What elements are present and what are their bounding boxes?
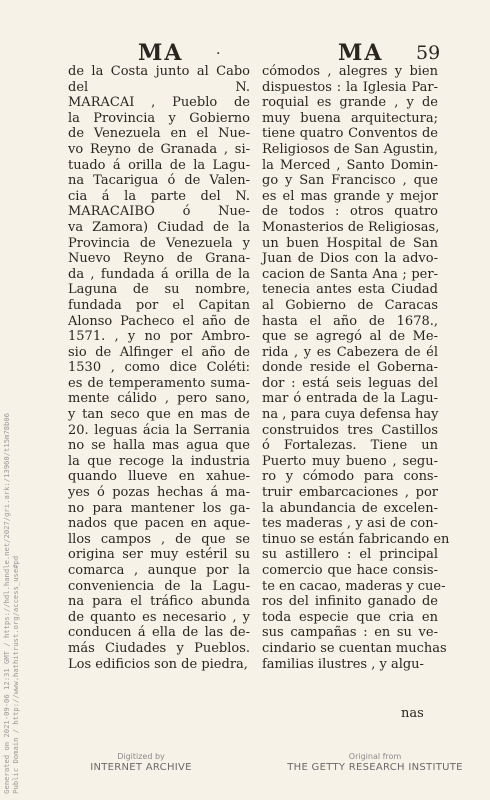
text-line: da , fundada á orilla de la [68, 266, 250, 282]
text-line: mar ó entrada de la Lagu- [262, 391, 438, 407]
text-line: familias ilustres , y algu- [262, 656, 424, 672]
header-dot: · [216, 46, 221, 62]
text-line: la Merced , Santo Domin- [262, 157, 438, 173]
text-line: la abundancia de excelen- [262, 500, 438, 516]
text-line: conducen á ella de las de- [68, 625, 250, 641]
original-from-label: Original from [348, 752, 402, 761]
original-from-block [280, 752, 470, 774]
text-line: toda especie que cria en [262, 609, 438, 625]
text-line: rida , y es Cabezera de él [262, 344, 438, 360]
text-line: Juan de Dios con la advo- [262, 251, 438, 267]
text-line: comarca , aunque por la [68, 563, 250, 578]
text-line: Laguna de su nombre, [68, 282, 250, 298]
catchword: nas [401, 706, 424, 721]
text-line: na para el tráfico abunda [68, 594, 250, 610]
text-line: 1530 , como dice Coléti: [68, 360, 250, 376]
text-line: llos campos , de que se [68, 531, 250, 547]
text-line: tinuo se están fabricando en [262, 531, 450, 547]
text-line: construidos tres Castillos [262, 422, 438, 438]
original-source-name: THE GETTY RESEARCH INSTITUTE [287, 762, 463, 773]
text-line: sus campañas : en su ve- [262, 625, 438, 641]
text-line: del N. [68, 79, 250, 95]
text-line: de quanto es necesario , y [68, 609, 250, 625]
text-line: tes maderas , y asi de con- [262, 516, 438, 532]
text-line: fundada por el Capitan [68, 297, 250, 313]
right-text-column [262, 64, 450, 672]
text-line: na Tacarigua ó de Valen- [68, 173, 250, 189]
header-right-word: MA [338, 40, 384, 66]
text-line: conveniencia de la Lagu- [68, 578, 250, 594]
text-line: sio de Alfinger el año de [68, 344, 250, 360]
text-line: 1571. , y no por Ambro- [68, 329, 250, 345]
text-line: cacion de Santa Ana ; per- [262, 266, 438, 282]
text-line: de Venezuela en el Nue- [68, 126, 250, 142]
digitizer-name: INTERNET ARCHIVE [90, 762, 192, 773]
text-line: mente cálido , pero sano, [68, 391, 250, 407]
text-line: te en cacao, maderas y cue- [262, 578, 446, 594]
text-line: la Provincia y Gobierno [68, 110, 250, 126]
text-line: hasta el año de 1678., [262, 313, 438, 329]
access-note-line: Generated on 2021-09-06 12:31 GMT / https://hdl.handle.net/2027/gri.ark:/13960/t15m78b06 [2, 413, 11, 794]
text-line: yes ó pozas hechas á ma- [68, 485, 250, 501]
text-line: va Zamora) Ciudad de la [68, 219, 250, 235]
text-line: al Gobierno de Caracas [262, 297, 438, 313]
access-note-line: Public Domain / http://www.hathitrust.org/access_use#pd [11, 556, 20, 794]
text-line: comercio que hace consis- [262, 563, 438, 578]
text-line: dispuestos : la Iglesia Par- [262, 79, 438, 95]
text-line: origina ser muy estéril su [68, 547, 250, 563]
text-line: de la Costa junto al Cabo [68, 64, 250, 79]
text-line: que se agregó al de Me- [262, 329, 438, 345]
text-line: cindario se cuentan muchas [262, 640, 447, 656]
footer [0, 752, 490, 792]
text-line: es de temperamento suma- [68, 375, 250, 391]
text-line: truir embarcaciones , por [262, 485, 438, 501]
text-line: na , para cuya defensa hay [262, 407, 439, 423]
text-line: muy buena arquitectura; [262, 110, 438, 126]
text-line: y tan seco que en mas de [68, 407, 250, 423]
text-line: donde reside el Goberna- [262, 360, 438, 376]
text-line: vo Reyno de Granada , si- [68, 141, 250, 157]
text-line: Religiosos de San Agustin, [262, 141, 438, 157]
text-line: no para mantener los ga- [68, 500, 250, 516]
text-line: no se halla mas agua que [68, 438, 250, 454]
text-line: un buen Hospital de San [262, 235, 438, 251]
header-left-word: MA [138, 40, 184, 66]
text-line: Provincia de Venezuela y [68, 235, 250, 251]
text-line: la que recoge la industria [68, 453, 250, 469]
text-line: MARACAI , Pueblo de [68, 95, 250, 111]
text-line: ro y cómodo para cons- [262, 469, 438, 485]
text-line: Puerto muy bueno , segu- [262, 453, 438, 469]
text-line: su astillero : el principal [262, 547, 438, 563]
text-line: tenecia antes esta Ciudad [262, 282, 438, 298]
text-line: más Ciudades y Pueblos. [68, 640, 250, 656]
text-line: roquial es grande , y de [262, 95, 438, 111]
text-line: quando llueve en xahue- [68, 469, 250, 485]
access-note [2, 413, 20, 794]
text-line: es el mas grande y mejor [262, 188, 438, 204]
text-line: Monasterios de Religiosas, [262, 219, 440, 235]
text-line: ros del infinito ganado de [262, 594, 438, 610]
text-line: MARACAIBO ó Nue- [68, 204, 250, 220]
page-number: 59 [416, 42, 441, 64]
digitized-by-label: Digitized by [117, 752, 165, 761]
text-line: Alonso Pacheco el año de [68, 313, 250, 329]
text-line: Los edificios son de piedra, [68, 656, 248, 672]
text-line: nados que pacen en aque- [68, 516, 250, 532]
text-line: cia á la parte del N. [68, 188, 250, 204]
text-line: cómodos , alegres y bien [262, 64, 438, 79]
digitized-by-block [66, 752, 216, 774]
left-text-column [68, 64, 250, 672]
text-line: tuado á orilla de la Lagu- [68, 157, 250, 173]
text-line: Nuevo Reyno de Grana- [68, 251, 250, 267]
text-line: ó Fortalezas. Tiene un [262, 438, 438, 454]
text-line: go y San Francisco , que [262, 173, 438, 189]
text-line: 20. leguas ácia la Serrania [68, 422, 250, 438]
text-line: tiene quatro Conventos de [262, 126, 438, 142]
text-line: dor : está seis leguas del [262, 375, 438, 391]
text-line: de todos : otros quatro [262, 204, 438, 220]
